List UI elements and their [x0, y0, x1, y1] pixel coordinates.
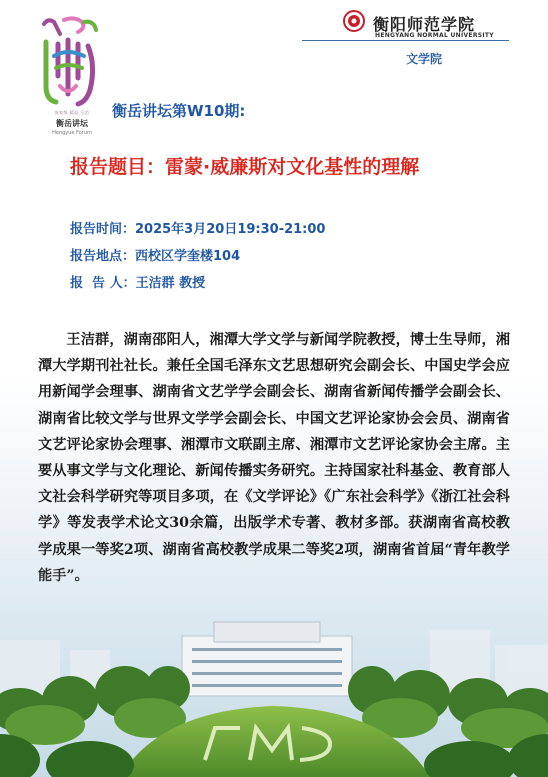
report-title: 报告题目：雷蒙·威廉斯对文化基性的理解: [70, 156, 420, 178]
university-emblem-icon: [343, 10, 365, 32]
forum-issue-title: 衡岳讲坛第W10期:: [112, 102, 246, 120]
college-name: 文学院: [406, 52, 443, 66]
speaker-biography: 王洁群，湖南邵阳人，湘潭大学文学与新闻学院教授，博士生导师，湘潭大学期刊社社长。兼任全国毛泽东文艺思想研究会副会长、中国史学会应用新闻学会理事、湖南省文艺学学会副会长、湖南省新闻传播学会副会长、湖南省比较文学与世界文学学会副会长、中国文艺评论家协会会员、湖南省文艺评论家协会理事、湘潭市文联副主席、湘潭市文艺评论家协会主席。主要从事文学与文化理论、新闻传播实务研究。主持国家社科基金、教育部人文社会科学研究等项目多项，在《文学评论》《广东社会科学》《浙江社会科学》等发表学术论文30余篇，出版学术专著、教材多部。获湖南省高校教学成果一等奖2项、湖南省高校教学成果二等奖2项，湖南省首届“青年教学: [38, 332, 510, 558]
report-time: 报告时间：2025年3月20日19:30-21:00: [70, 222, 326, 237]
forum-seal-glyph-icon: [34, 16, 100, 108]
forum-logo-subtitle: 国家级 精品 示范: [54, 110, 90, 115]
report-speaker: 报 告 人：王洁群 教授: [70, 276, 206, 291]
report-location: 报告地点：西校区学奎楼104: [70, 249, 241, 264]
header-divider: [302, 40, 509, 41]
forum-logo-english: Hengyue Forum: [52, 130, 92, 136]
forum-logo-name: 衡岳讲坛: [56, 119, 88, 128]
university-english-name: HENGYANG NORMAL UNIVERSITY: [375, 32, 494, 39]
university-name: 衡阳师范学院: [373, 15, 476, 34]
campus-scenery-image: [0, 560, 548, 777]
